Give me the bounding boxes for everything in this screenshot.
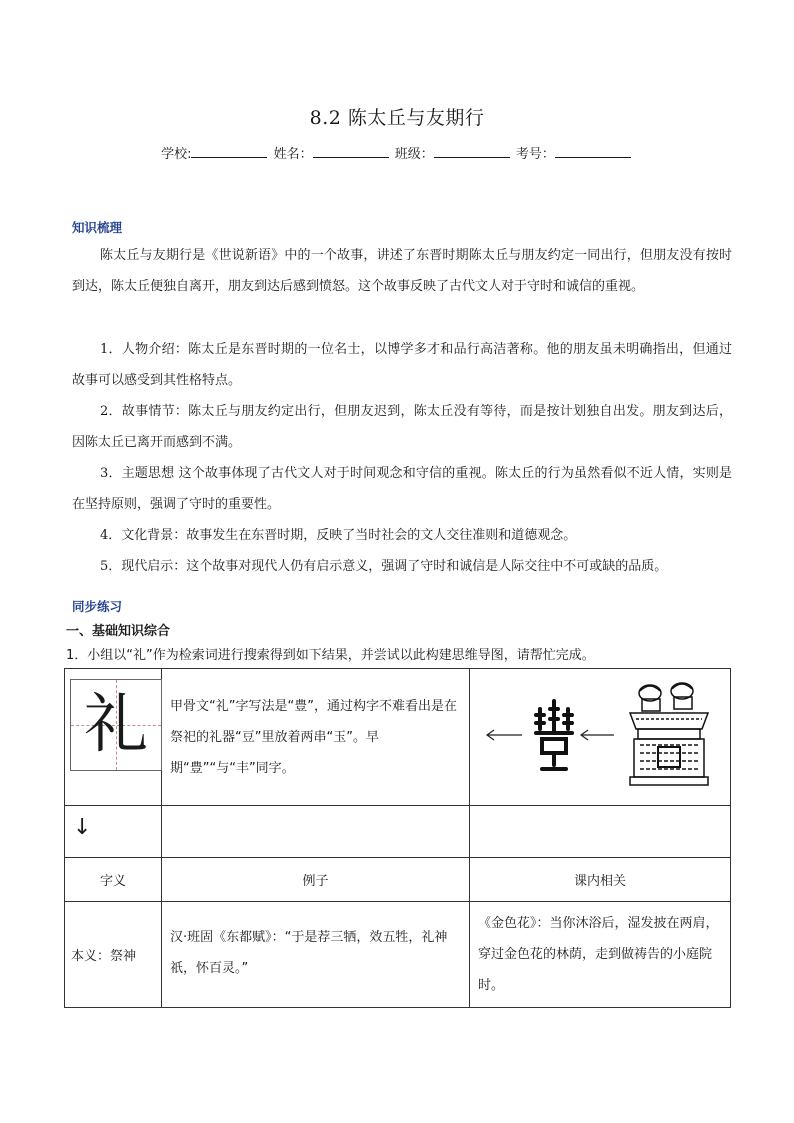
char-evolution-figure [470,669,729,801]
knowledge-point-3: 3．主题思想 这个故事体现了古代文人对于时间观念和守信的重视。陈太丘的行为虽然看似不近人情，实则是在坚持原则，强调了守时的重要性。 [72,466,732,512]
knowledge-point-1: 1．人物介绍：陈太丘是东晋时期的一位名士，以博学多才和品行高洁著称。他的朋友虽未明确指出，但通过故事可以感受到其性格特点。 [72,342,732,388]
knowledge-heading: 知识梳理 [72,220,123,235]
class-field[interactable] [434,145,510,158]
document-title: 8.2 陈太丘与友期行 [309,107,485,129]
name-field[interactable] [313,145,389,158]
left-arrow-icon-2 [581,730,614,740]
left-arrow-icon [487,730,522,740]
char-grid-box [70,679,162,771]
empty-cell-1[interactable] [162,806,470,858]
name-label: 姓名： [273,147,313,162]
arrow-cell [65,806,162,858]
mind-map-table [64,668,731,1008]
cell-meaning: 本义：祭神 [65,902,162,1008]
empty-cell-2[interactable] [470,806,731,858]
practice-subheading: 一、基础知识综合 [66,624,171,639]
cell-example [162,902,470,1008]
example-text: 汉·班固《东都赋》：“于是荐三牺，效五牲，礼神祇，怀百灵。” [170,930,448,976]
number-field[interactable] [555,145,631,158]
char-cell [65,669,162,806]
description-cell [162,669,470,806]
student-info-line [0,143,794,162]
ritual-vessel-icon [630,683,708,785]
header-meaning: 字义 [65,858,162,902]
practice-heading: 同步练习 [72,599,123,614]
related-text: 《金色花》：当你沐浴后，湿发披在两肩，穿过金色花的林荫，走到做祷告的小庭院时。 [478,916,719,993]
knowledge-point-2: 2．故事情节：陈太丘与朋友约定出行，但朋友迟到，陈太丘没有等待，而是按计划独自出发。朋友到达后，因陈太丘已离开而感到不满。 [72,404,732,450]
knowledge-point-4: 4．文化背景：故事发生在东晋时期，反映了当时社会的文人交往准则和道德观念。 [100,528,577,543]
header-related: 课内相关 [470,858,731,902]
big-char: 礼 [84,688,148,762]
oracle-glyph-icon [536,701,572,769]
school-label: 学校: [161,147,192,162]
cell-related [470,902,731,1008]
question-1: 1．小组以“礼”作为检索词进行搜索得到如下结果，并尝试以此构建思维导图，请帮忙完成。 [66,648,595,663]
char-description: 甲骨文“礼”字写法是“豊”，通过构字不难看出是在祭祀的礼器“豆”里放着两串“玉”。早期“豊”“与“丰”同字。 [170,699,457,776]
class-label: 班级： [394,147,434,162]
header-example: 例子 [162,858,470,902]
evolution-cell [470,669,731,806]
knowledge-intro: 陈太丘与友期行是《世说新语》中的一个故事，讲述了东晋时期陈太丘与朋友约定一同出行，但朋友没有按时到达，陈太丘便独自离开，朋友到达后感到愤怒。这个故事反映了古代文人对于守时和诚信的重视。 [72,248,732,294]
down-arrow-icon: ↓ [73,815,92,840]
knowledge-point-5: 5．现代启示：这个故事对现代人仍有启示意义，强调了守时和诚信是人际交往中不可或缺的品质。 [100,559,668,574]
school-field[interactable] [191,145,267,158]
number-label: 考号： [515,147,555,162]
